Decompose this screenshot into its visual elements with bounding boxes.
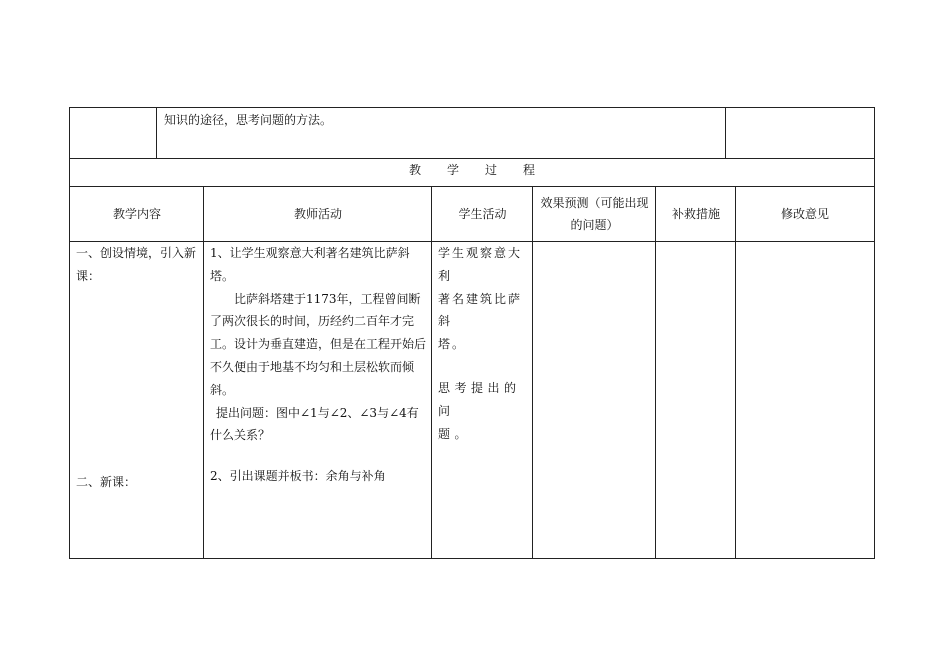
header-revision: 修改意见 bbox=[780, 206, 829, 221]
content-cell bbox=[76, 242, 202, 288]
teacher-p3-line1: 提出问题：图中∠1与∠2、∠3与∠4有 bbox=[216, 405, 419, 420]
objectives-table-fragment bbox=[69, 107, 875, 159]
header-student: 学生活动 bbox=[458, 206, 507, 221]
student-s1-line3: 塔。 bbox=[438, 337, 467, 352]
student-s2-line1: 思考提出的问 bbox=[438, 381, 521, 418]
objectives-text-cell: 知识的途径，思考问题的方法。 bbox=[157, 108, 726, 158]
student-cell bbox=[438, 242, 530, 356]
process-banner: 教学过程 bbox=[69, 158, 875, 187]
header-content: 教学内容 bbox=[112, 206, 161, 221]
teacher-p2-line5: 斜。 bbox=[210, 382, 235, 397]
teacher-p1-line1: 1、让学生观察意大利著名建筑比萨斜 bbox=[210, 246, 410, 260]
teacher-p2-line4: 不久便由于地基不均匀和土层松软而倾 bbox=[210, 359, 415, 374]
teacher-p3-line2: 什么关系？ bbox=[210, 428, 271, 443]
item1-line1: 一、创设情境，引入新 bbox=[76, 246, 197, 260]
teacher-cell bbox=[210, 242, 430, 488]
header-remedy: 补救措施 bbox=[671, 206, 720, 221]
teacher-p2-line2: 了两次很长的时间，历经约二百年才完 bbox=[210, 314, 415, 329]
item1-line2: 课： bbox=[76, 268, 101, 283]
student-cell-2 bbox=[438, 377, 530, 445]
header-effect-line2: 的问题） bbox=[570, 217, 619, 232]
header-teacher: 教师活动 bbox=[293, 206, 342, 221]
objectives-label-cell bbox=[70, 108, 157, 158]
teacher-p2-line1: 比萨斜塔建于1173年，工程曾间断 bbox=[234, 291, 421, 306]
teacher-p2-line3: 工。设计为垂直建造，但是在工程开始后 bbox=[210, 337, 427, 352]
teacher-p1-line2: 塔。 bbox=[210, 268, 235, 283]
teacher-p4: 2、引出课题并板书：余角与补角 bbox=[210, 469, 386, 484]
item2-heading: 二、新课： bbox=[76, 475, 137, 489]
process-table bbox=[69, 186, 875, 559]
student-s2-line2: 题。 bbox=[438, 426, 472, 441]
header-effect-line1: 效果预测（可能出现 bbox=[540, 195, 649, 210]
student-s1-line2: 著名建筑比萨斜 bbox=[438, 291, 523, 329]
objectives-note-cell bbox=[726, 108, 874, 158]
header-effect bbox=[533, 186, 656, 241]
student-s1-line1: 学生观察意大利 bbox=[438, 246, 523, 283]
